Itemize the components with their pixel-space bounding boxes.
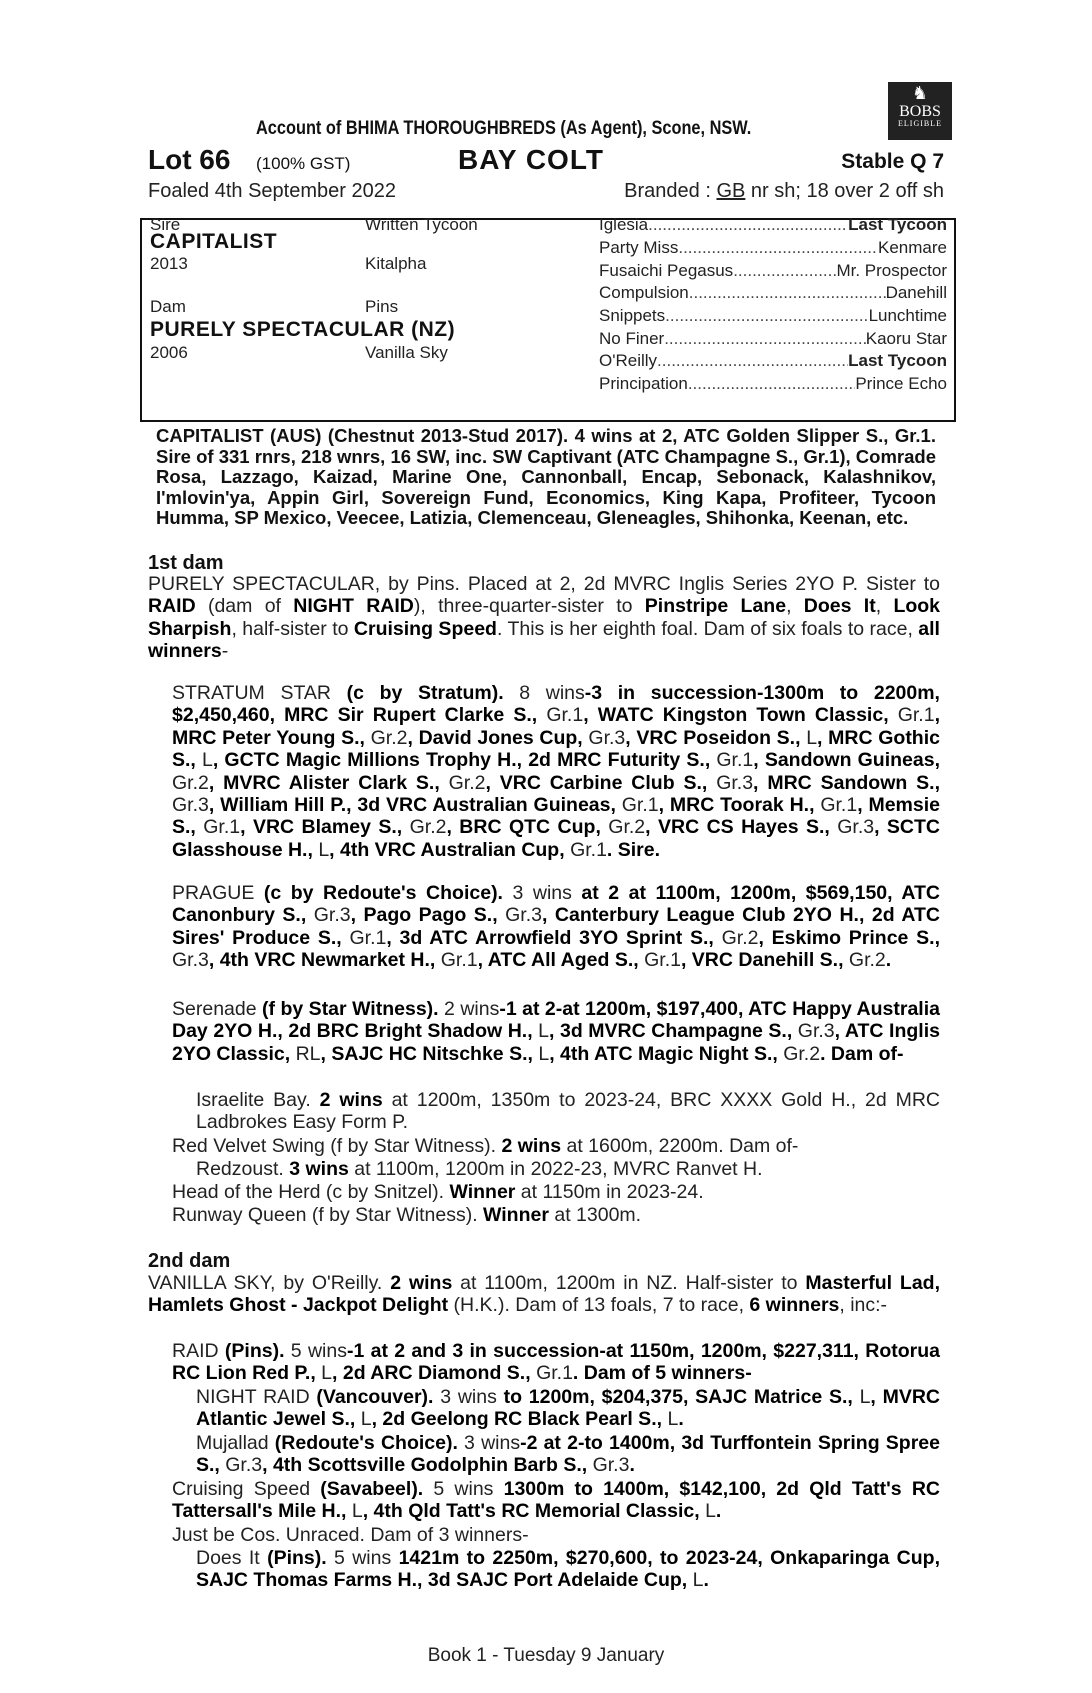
gen3-row: Principation ..... Prince Echo: [599, 374, 947, 394]
brand-mark: GB: [716, 180, 746, 202]
second-dam-intro: VANILLA SKY, by O'Reilly. 2 wins at 1100m, 1200m in NZ. Half-sister to Masterful Lad, Hamlets Ghost - Jackpot Delight (H.K.). Dam of 13 foals, 7 to race, 6 winners, inc:-: [148, 1272, 940, 1317]
progeny-entry: Redzoust. 3 wins at 1100m, 1200m in 2022-23, MVRC Ranvet H.: [196, 1158, 763, 1180]
sire-name: CAPITALIST: [150, 230, 278, 253]
sire-summary: CAPITALIST (AUS) (Chestnut 2013-Stud 2017). 4 wins at 2, ATC Golden Slipper S., Gr.1. Sire of 331 rnrs, 218 wnrs, 16 SW, inc. SW Captivant (ATC Champagne S., Gr.1), Comrade Rosa, Lazzago, Kaizad, Marine One, Cannonball, Encap, Sebonack, Kalashnikov, I'mlovin'ya, Appin Girl, Sovereign Fund, Economics, King Kapa, Profiteer, Tycoon Humma, SP Mexico, Veecee, Latizia, Clemenceau, Gleneagles, Shihonka, Keenan, etc.: [156, 425, 936, 528]
dam-name: PURELY SPECTACULAR (NZ): [150, 318, 456, 341]
gen3-row: Party Miss ..... Kenmare: [599, 238, 947, 258]
sire-dam: Kitalpha: [365, 254, 427, 273]
progeny-entry: Runway Queen (f by Star Witness). Winner at 1300m.: [172, 1204, 642, 1226]
progeny-entry: Cruising Speed (Savabeel). 5 wins 1300m to 1400m, $142,100, 2d Qld Tatt's RC Tattersall's Mile H., L, 4th Qld Tatt's RC Memorial Classic, L.: [172, 1478, 940, 1523]
progeny-entry: NIGHT RAID (Vancouver). 3 wins to 1200m, $204,375, SAJC Matrice S., L, MVRC Atlantic Jewel S., L, 2d Geelong RC Black Pearl S., L.: [196, 1386, 941, 1431]
progeny-entry: PRAGUE (c by Redoute's Choice). 3 wins at 2 at 1100m, 1200m, $569,150, ATC Canonbury S., Gr.3, Pago Pago S., Gr.3, Canterbury League Club 2YO H., 2d ATC Sires' Produce S., Gr.1, 3d ATC Arrowfield 3YO Sprint S., Gr.2, Eskimo Prince S., Gr.3, 4th VRC Newmarket H., Gr.1, ATC All Aged S., Gr.1, VRC Danehill S., Gr.2.: [172, 882, 940, 972]
progeny-entry: Mujallad (Redoute's Choice). 3 wins-2 at 2-to 1400m, 3d Turffontein Spring Spree S., Gr.3, 4th Scottsville Godolphin Barb S., Gr.3.: [196, 1432, 940, 1477]
first-dam-intro: PURELY SPECTACULAR, by Pins. Placed at 2, 2d MVRC Inglis Series 2YO P. Sister to RAID (dam of NIGHT RAID), three-quarter-sister to Pinstripe Lane, Does It, Look Sharpish, half-sister to Cruising Speed. This is her eighth foal. Dam of six foals to race, all winners-: [148, 573, 941, 663]
sire-sire: Written Tycoon: [365, 215, 478, 234]
logo-subtext: ELIGIBLE: [898, 119, 942, 128]
sire-year: 2013: [150, 254, 188, 273]
branded-text: nr sh; 18 over 2 off sh: [750, 180, 944, 202]
dam-sire: Pins: [365, 297, 399, 316]
lot-line: [148, 144, 944, 178]
progeny-entry: STRATUM STAR (c by Stratum). 8 wins-3 in succession-1300m to 2200m, $2,450,460, MRC Sir Rupert Clarke S., Gr.1, WATC Kingston Town Classic, Gr.1, MRC Peter Young S., Gr.2, David Jones Cup, Gr.3, VRC Poseidon S., L, MRC Gothic S., L, GCTC Magic Millions Trophy H., 2d MRC Futurity S., Gr.1, Sandown Guineas, Gr.2, MVRC Alister Clark S., Gr.2, VRC Carbine Club S., Gr.3, MRC Sandown S., Gr.3, William Hill P., 3d VRC Australian Guineas, Gr.1, MRC Toorak H., Gr.1, Memsie S., Gr.1, VRC Blamey S., Gr.2, BRC QTC Cup, Gr.2, VRC CS Hayes S., Gr.3, SCTC Glasshouse H., L, 4th VRC Australian Cup, Gr.1. Sire.: [172, 682, 941, 861]
gen3-row: O'Reilly ..... Last Tycoon: [599, 351, 947, 371]
vendor-account: Account of BHIMA THOROUGHBREDS (As Agent), Scone, NSW.: [256, 118, 752, 139]
lot-title: BAY COLT: [458, 144, 604, 175]
foaled-date: Foaled 4th September 2022: [148, 180, 396, 202]
gen3-row: Compulsion ..... Danehill: [599, 283, 947, 303]
dam-label: Dam: [150, 297, 186, 316]
progeny-entry: RAID (Pins). 5 wins-1 at 2 and 3 in succession-at 1150m, 1200m, $227,311, Rotorua RC Lion Red P., L, 2d ARC Diamond S., Gr.1. Dam of 5 winners-: [172, 1340, 940, 1385]
progeny-entry: Head of the Herd (c by Snitzel). Winner at 1150m in 2023-24.: [172, 1181, 704, 1203]
dam-year: 2006: [150, 343, 188, 362]
lot-number: Lot 66: [148, 144, 231, 175]
bobs-eligible-logo: [888, 82, 952, 140]
page-footer: Book 1 - Tuesday 9 January: [427, 1645, 665, 1666]
gen3-row: No Finer ..... Kaoru Star: [599, 329, 947, 349]
progeny-entry: Israelite Bay. 2 wins at 1200m, 1350m to 2023-24, BRC XXXX Gold H., 2d MRC Ladbrokes Easy Form P.: [196, 1089, 941, 1134]
progeny-entry: Red Velvet Swing (f by Star Witness). 2 wins at 1600m, 2200m. Dam of-: [172, 1135, 799, 1157]
sire-label: Sire: [150, 215, 181, 234]
horse-icon: ♞: [911, 83, 929, 103]
progeny-entry: Just be Cos. Unraced. Dam of 3 winners-: [172, 1524, 529, 1546]
gen3-row: Fusaichi Pegasus ..... Mr. Prospector: [599, 261, 947, 281]
progeny-entry: Serenade (f by Star Witness). 2 wins-1 at 2-at 1200m, $197,400, ATC Happy Australia Day 2YO H., 2d BRC Bright Shadow H., L, 3d MVRC Champagne S., Gr.3, ATC Inglis 2YO Classic, RL, SAJC HC Nitschke S., L, 4th ATC Magic Night S., Gr.2. Dam of-: [172, 998, 940, 1065]
progeny-entry: Does It (Pins). 5 wins 1421m to 2250m, $270,600, to 2023-24, Onkaparinga Cup, SAJC Thomas Farms H., 3d SAJC Port Adelaide Cup, L.: [196, 1547, 940, 1592]
gen3-row: Iglesia ..... Last Tycoon: [599, 215, 947, 235]
gen3-row: Snippets ..... Lunchtime: [599, 306, 947, 326]
logo-text: BOBS: [899, 103, 941, 120]
second-dam-heading: 2nd dam: [148, 1250, 231, 1272]
stable-location: Stable Q 7: [841, 150, 944, 173]
dam-dam: Vanilla Sky: [365, 343, 448, 362]
branded-label: Branded :: [624, 180, 711, 202]
first-dam-heading: 1st dam: [148, 552, 224, 574]
pedigree-box: [140, 215, 956, 422]
branded-info: [624, 180, 944, 203]
gst-note: (100% GST): [256, 154, 351, 173]
